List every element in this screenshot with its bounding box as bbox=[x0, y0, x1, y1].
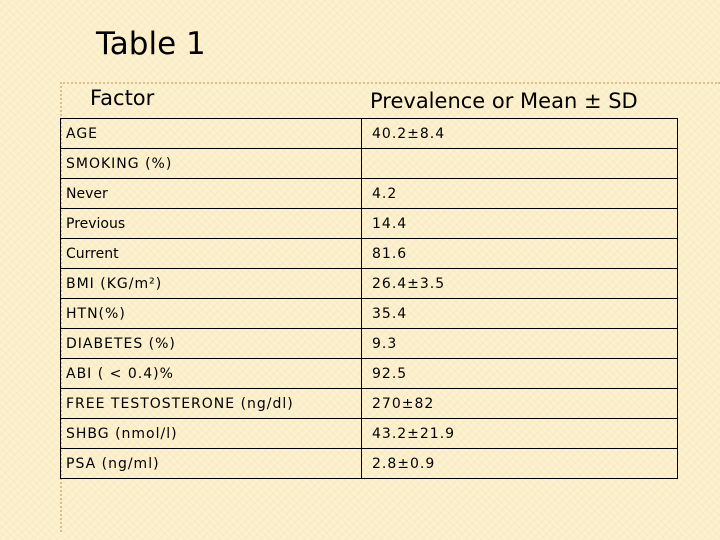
page-title: Table 1 bbox=[96, 26, 206, 62]
value-cell: 40.2±8.4 bbox=[362, 119, 678, 149]
factor-cell: SHBG (nmol/l) bbox=[61, 419, 362, 449]
value-cell: 26.4±3.5 bbox=[362, 269, 678, 299]
factor-cell: PSA (ng/ml) bbox=[61, 449, 362, 479]
table-row bbox=[61, 449, 678, 479]
table-row bbox=[61, 359, 678, 389]
factor-cell: Current bbox=[61, 239, 362, 269]
factor-cell: DIABETES (%) bbox=[61, 329, 362, 359]
value-cell: 9.3 bbox=[362, 329, 678, 359]
value-cell: 81.6 bbox=[362, 239, 678, 269]
value-cell: 4.2 bbox=[362, 179, 678, 209]
table-row bbox=[61, 299, 678, 329]
table-row bbox=[61, 209, 678, 239]
data-table bbox=[60, 118, 678, 479]
factor-cell: Never bbox=[61, 179, 362, 209]
decorative-dotted-line-top bbox=[60, 82, 720, 84]
factor-cell: BMI (KG/m²) bbox=[61, 269, 362, 299]
column-header-factor: Factor bbox=[90, 86, 155, 110]
value-cell: 92.5 bbox=[362, 359, 678, 389]
value-cell: 2.8±0.9 bbox=[362, 449, 678, 479]
factor-cell: Previous bbox=[61, 209, 362, 239]
table-row bbox=[61, 149, 678, 179]
factor-cell: FREE TESTOSTERONE (ng/dl) bbox=[61, 389, 362, 419]
factor-cell: HTN(%) bbox=[61, 299, 362, 329]
table-row bbox=[61, 419, 678, 449]
value-cell: 14.4 bbox=[362, 209, 678, 239]
factor-cell: SMOKING (%) bbox=[61, 149, 362, 179]
table-row bbox=[61, 119, 678, 149]
table-row bbox=[61, 269, 678, 299]
table-row bbox=[61, 389, 678, 419]
value-cell: 35.4 bbox=[362, 299, 678, 329]
factor-cell: ABI ( < 0.4)% bbox=[61, 359, 362, 389]
factor-cell: AGE bbox=[61, 119, 362, 149]
table-row bbox=[61, 329, 678, 359]
value-cell: 43.2±21.9 bbox=[362, 419, 678, 449]
value-cell: 270±82 bbox=[362, 389, 678, 419]
value-cell bbox=[362, 149, 678, 179]
table-row bbox=[61, 179, 678, 209]
table-row bbox=[61, 239, 678, 269]
column-header-prevalence: Prevalence or Mean ± SD bbox=[370, 89, 638, 113]
